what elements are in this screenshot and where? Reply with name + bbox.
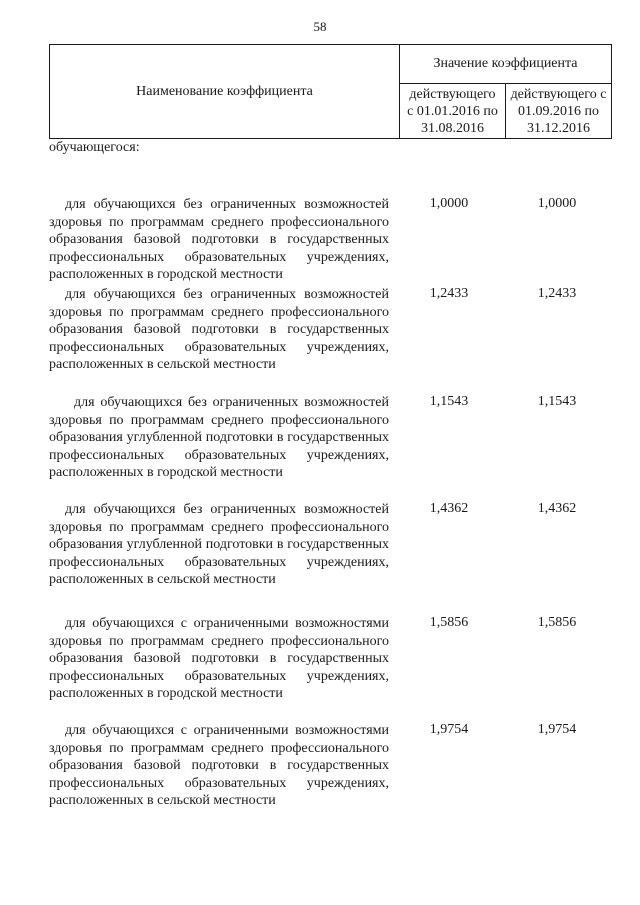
table-row [49, 196, 612, 284]
page-number: 58 [313, 19, 327, 34]
table-row [49, 615, 612, 703]
coefficient-name-header: Наименование коэффициента [50, 45, 400, 138]
value-period-2: 1,5856 [537, 615, 577, 630]
value-period-2: 1,4362 [537, 501, 577, 516]
period-2-header [506, 84, 611, 138]
table-row [49, 501, 612, 589]
value-period-2: 1,0000 [537, 196, 577, 211]
value-period-1: 1,9754 [429, 722, 469, 737]
table-header [49, 44, 612, 139]
row-description: для обучающихся без ограниченных возможностей здоровья по программам среднего профессионального образования углубленной подготовки в государственных профессиональных образовательных учреждениях, расположенных в сельской местности [49, 502, 389, 587]
period-1-header [400, 84, 506, 138]
period-2-line-1: действующего с [510, 86, 607, 102]
value-period-1: 1,4362 [429, 501, 469, 516]
value-period-2: 1,2433 [537, 286, 577, 301]
value-period-1: 1,5856 [429, 615, 469, 630]
value-period-2: 1,9754 [537, 722, 577, 737]
value-period-1: 1,2433 [429, 286, 469, 301]
value-period-2: 1,1543 [537, 394, 577, 409]
table-row [49, 722, 612, 810]
intro-text: обучающегося: [49, 140, 140, 155]
period-1-line-1: действующего [409, 86, 496, 102]
value-period-1: 1,1543 [429, 394, 469, 409]
table-row [49, 286, 612, 374]
period-1-line-2: с 01.01.2016 по [407, 103, 498, 119]
coefficient-value-header: Значение коэффициента [400, 45, 611, 84]
row-description: для обучающихся без ограниченных возможностей здоровья по программам среднего профессионального образования углубленной подготовки в государственных профессиональных образовательных учреждениях, расположенных в городской местности [49, 395, 389, 480]
period-2-line-2: 01.09.2016 по [517, 103, 599, 119]
period-2-line-3: 31.12.2016 [526, 120, 590, 136]
value-period-1: 1,0000 [429, 196, 469, 211]
row-description: для обучающихся без ограниченных возможностей здоровья по программам среднего профессионального образования базовой подготовки в государственных профессиональных образовательных учреждениях, расположенных в городской местности [49, 197, 389, 282]
row-description: для обучающихся с ограниченными возможностями здоровья по программам среднего профессионального образования базовой подготовки в государственных профессиональных образовательных учреждениях, расположенных в сельской местности [49, 723, 389, 808]
table-row [49, 394, 612, 482]
period-1-line-3: 31.08.2016 [421, 120, 484, 136]
row-description: для обучающихся без ограниченных возможностей здоровья по программам среднего профессионального образования базовой подготовки в государственных профессиональных образовательных учреждениях, расположенных в сельской местности [49, 287, 389, 372]
row-description: для обучающихся с ограниченными возможностями здоровья по программам среднего профессионального образования базовой подготовки в государственных профессиональных образовательных учреждениях, расположенных в городской местности [49, 616, 389, 701]
